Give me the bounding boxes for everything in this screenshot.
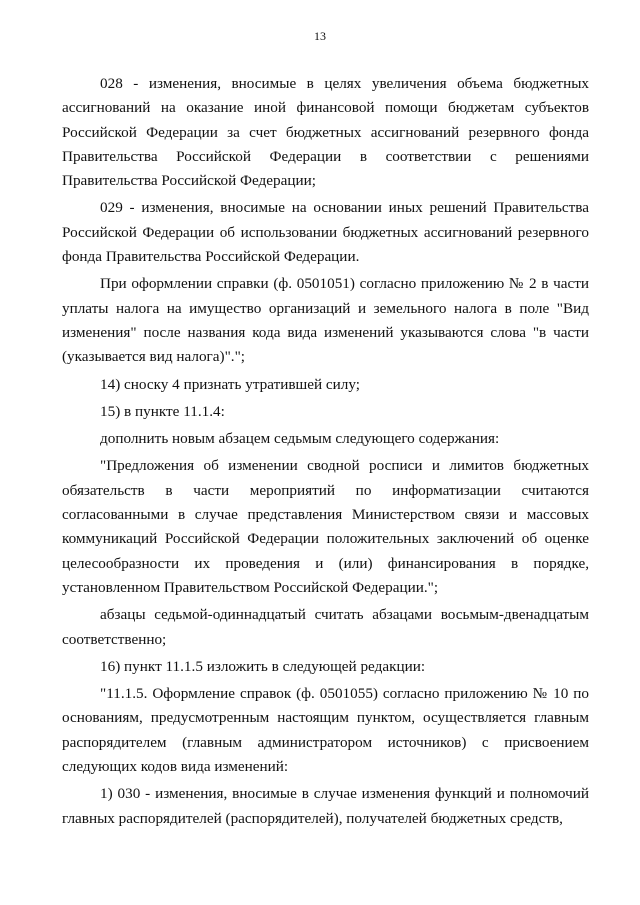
paragraph-code-028: 028 - изменения, вносимые в целях увеличения объема бюджетных ассигнований на оказание иной финансовой помощи бюджетам субъектов Российской Федерации за счет бюджетных ассигнований резервного фонда Правительства Российской Федерации в соответствии с решениями Правительства Российской Федерации; (62, 75, 589, 190)
paragraph-item-16: 16) пункт 11.1.5 изложить в следующей редакции: (100, 657, 426, 675)
paragraph-renumber-abzacs: абзацы седьмой-одиннадцатый считать абзацами восьмым-двенадцатым соответственно; (62, 606, 589, 648)
paragraph-code-029: 029 - изменения, вносимые на основании иных решений Правительства Российской Федерации об использовании бюджетных ассигнований резервного фонда Правительства Российской Федерации. (62, 199, 589, 266)
paragraph-reference-0501051: При оформлении справки (ф. 0501051) согласно приложению № 2 в части уплаты налога на имущество организаций и земельного налога в поле "Вид изменения" после названия кода вида изменений указываются слова "в части (указывается вид налога)"."; (62, 275, 589, 366)
paragraph-add-seventh-abzac: дополнить новым абзацем седьмым следующего содержания: (100, 430, 500, 448)
paragraph-11-1-5: "11.1.5. Оформление справок (ф. 0501055) согласно приложению № 10 по основаниям, предусмотренным настоящим пунктом, осуществляется главным распорядителем (главным администратором источников) с присвоением следующих кодов вида изменений: (62, 685, 589, 776)
paragraph-informatization-proposals: "Предложения об изменении сводной росписи и лимитов бюджетных обязательств в части мероприятий по информатизации считаются согласованными в случае представления Министерством связи и массовых коммуникаций Российской Федерации положительных заключений об оценке целесообразности их проведения и (или) финансирования в порядке, установленном Правительством Российской Федерации."; (62, 457, 589, 596)
paragraph-item-14: 14) сноску 4 признать утратившей силу; (100, 375, 360, 393)
paragraph-item-15: 15) в пункте 11.1.4: (100, 402, 225, 420)
page-number: 13 (314, 29, 326, 43)
document-body (62, 72, 589, 831)
paragraph-code-030: 1) 030 - изменения, вносимые в случае изменения функций и полномочий главных распорядителей (распорядителей), получателей бюджетных средств, (62, 785, 589, 827)
